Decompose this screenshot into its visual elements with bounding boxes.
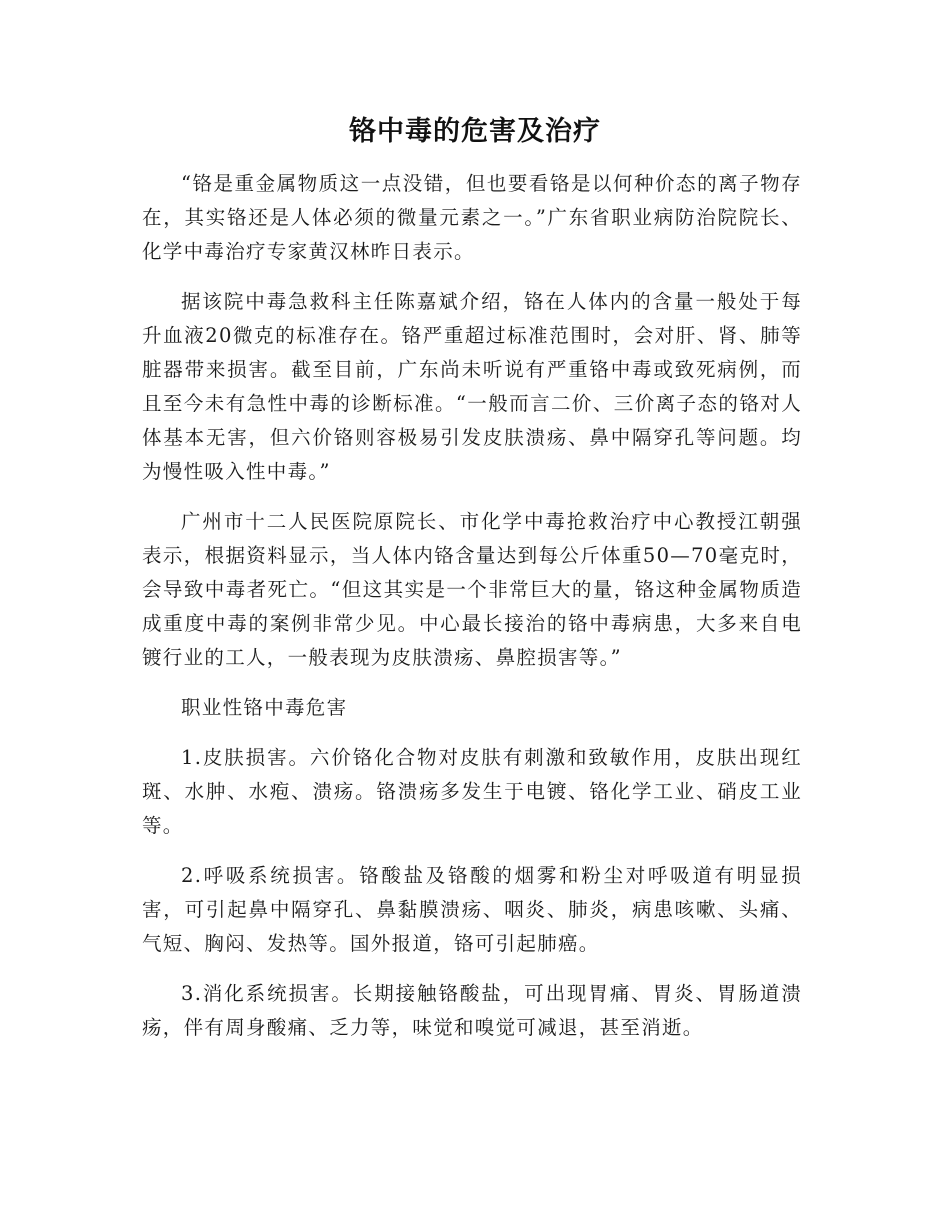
paragraph-digestive-damage: 3.消化系统损害。长期接触铬酸盐，可出现胃痛、胃炎、胃肠道溃疡，伴有周身酸痛、乏力等，味觉和嗅觉可减退，甚至消逝。 bbox=[142, 982, 802, 1039]
paragraph-intro-quote: “铬是重金属物质这一点没错，但也要看铬是以何种价态的离子物存在，其实铬还是人体必须的微量元素之一。”广东省职业病防治院院长、化学中毒治疗专家黄汉林昨日表示。 bbox=[142, 172, 802, 263]
paragraph-skin-damage: 1.皮肤损害。六价铬化合物对皮肤有刺激和致敏作用，皮肤出现红斑、水肿、水疱、溃疡。铬溃疡多发生于电镀、铬化学工业、硝皮工业等。 bbox=[142, 746, 802, 837]
document-body bbox=[142, 167, 802, 1061]
paragraph-chen-jiabin: 据该院中毒急救科主任陈嘉斌介绍，铬在人体内的含量一般处于每升血液20微克的标准存在。铬严重超过标准范围时，会对肝、肾、肺等脏器带来损害。截至目前，广东尚未听说有严重铬中毒或致死病例，而且至今未有急性中毒的诊断标准。“一般而言二价、三价离子态的铬对人体基本无害，但六价铬则容极易引发皮肤溃疡、鼻中隔穿孔等问题。均为慢性吸入性中毒。” bbox=[142, 290, 802, 483]
document-title: 铬中毒的危害及治疗 bbox=[349, 116, 601, 147]
paragraph-jiang-chaoqiang: 广州市十二人民医院原院长、市化学中毒抢救治疗中心教授江朝强表示，根据资料显示，当人体内铬含量达到每公斤体重50—70毫克时，会导致中毒者死亡。“但这其实是一个非常巨大的量，铬这种金属物质造成重度中毒的案例非常少见。中心最长接治的铬中毒病患，大多来自电镀行业的工人，一般表现为皮肤溃疡、鼻腔损害等。” bbox=[142, 510, 802, 669]
paragraph-respiratory-damage: 2.呼吸系统损害。铬酸盐及铬酸的烟雾和粉尘对呼吸道有明显损害，可引起鼻中隔穿孔、鼻黏膜溃疡、咽炎、肺炎，病患咳嗽、头痛、气短、胸闷、发热等。国外报道，铬可引起肺癌。 bbox=[142, 864, 802, 955]
section-heading-hazards: 职业性铬中毒危害 bbox=[181, 696, 348, 719]
